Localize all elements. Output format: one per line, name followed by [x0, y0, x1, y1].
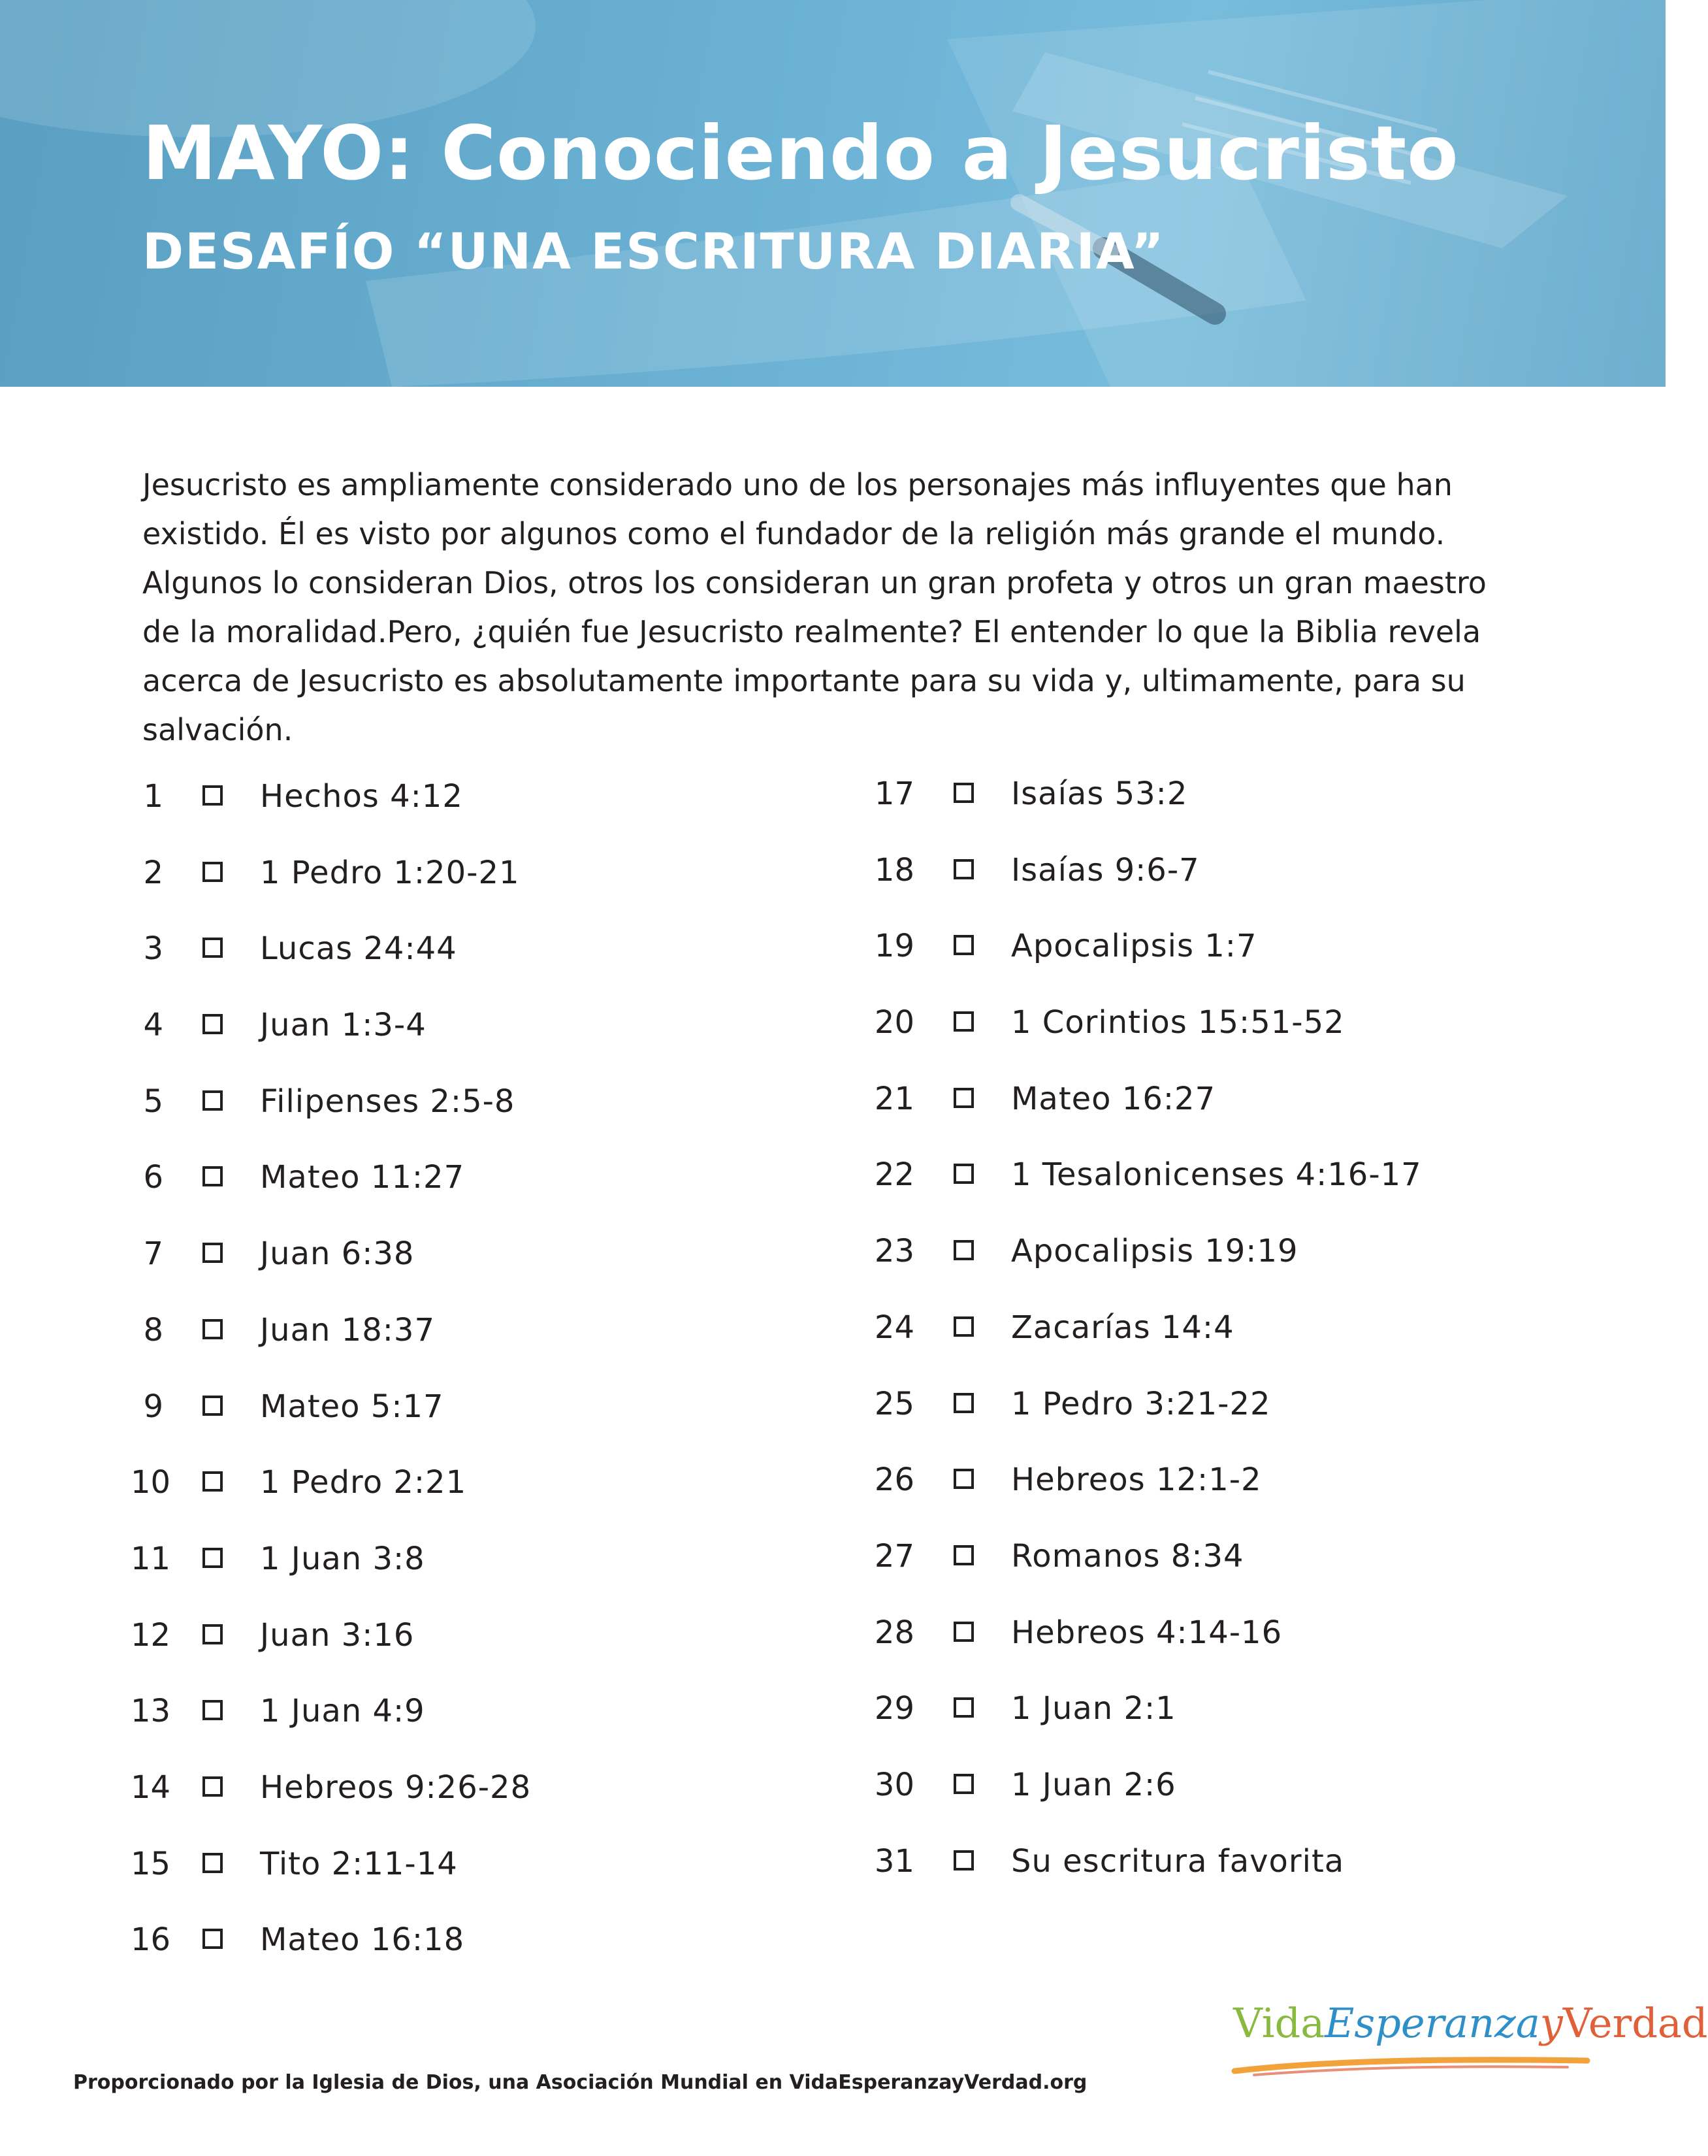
- reading-row: [862, 1381, 1581, 1458]
- day-number: 21: [874, 1080, 914, 1117]
- reading-row: [131, 1460, 849, 1536]
- scripture-reference: Hechos 4:12: [260, 778, 463, 815]
- logo-swoosh-icon: [1228, 2051, 1594, 2078]
- day-number: 12: [131, 1616, 171, 1654]
- day-number: 14: [131, 1769, 171, 1806]
- checkbox[interactable]: [202, 1776, 223, 1797]
- scripture-reference: Mateo 11:27: [260, 1159, 465, 1196]
- reading-row: [131, 1841, 849, 1918]
- reading-row: [131, 1688, 849, 1765]
- day-number: 9: [143, 1388, 163, 1425]
- day-number: 2: [143, 854, 163, 891]
- checkbox[interactable]: [202, 1396, 223, 1416]
- checkbox[interactable]: [954, 1393, 974, 1413]
- scripture-reference: Tito 2:11-14: [260, 1845, 458, 1882]
- scripture-reference: Mateo 5:17: [260, 1388, 444, 1425]
- reading-row: [131, 1917, 849, 1993]
- checkbox[interactable]: [954, 1469, 974, 1489]
- reading-row: [862, 1686, 1581, 1762]
- checkbox[interactable]: [954, 1774, 974, 1794]
- scripture-reference: Isaías 53:2: [1011, 776, 1188, 812]
- scripture-reference: Hebreos 9:26-28: [260, 1769, 532, 1806]
- reading-row: [131, 1307, 849, 1384]
- checkbox[interactable]: [202, 1166, 223, 1186]
- scripture-reference: Juan 1:3-4: [260, 1007, 427, 1044]
- reading-row: [862, 1762, 1581, 1838]
- day-number: 31: [874, 1842, 914, 1880]
- day-number: 4: [143, 1007, 163, 1044]
- checkbox[interactable]: [954, 1164, 974, 1184]
- day-number: 7: [143, 1235, 163, 1273]
- logo-word-y: y: [1539, 1999, 1563, 2047]
- logo-word-verdad: Verdad: [1562, 1999, 1708, 2047]
- day-number: 22: [874, 1156, 914, 1194]
- day-number: 26: [874, 1462, 914, 1499]
- checkbox[interactable]: [202, 1548, 223, 1568]
- reading-row: [862, 1533, 1581, 1610]
- day-number: 23: [874, 1233, 914, 1270]
- reading-row: [131, 1612, 849, 1689]
- checkbox[interactable]: [202, 1014, 223, 1034]
- reading-row: [131, 1384, 849, 1460]
- scripture-reference: Apocalipsis 19:19: [1011, 1233, 1298, 1270]
- checkbox[interactable]: [202, 1090, 223, 1111]
- scripture-reference: Mateo 16:27: [1011, 1080, 1216, 1117]
- scripture-reference: Juan 18:37: [260, 1311, 435, 1348]
- reading-row: [862, 1838, 1581, 1915]
- day-number: 10: [131, 1464, 171, 1501]
- logo-word-esperanza: Esperanza: [1325, 1999, 1540, 2047]
- checkbox[interactable]: [202, 1853, 223, 1873]
- reading-row: [862, 1610, 1581, 1686]
- scripture-reference: 1 Juan 2:1: [1011, 1690, 1176, 1727]
- reading-row: [862, 1228, 1581, 1305]
- scripture-reference: Juan 3:16: [260, 1616, 415, 1654]
- logo-word-vida: Vida: [1233, 1999, 1325, 2047]
- day-number: 28: [874, 1614, 914, 1651]
- day-number: 30: [874, 1766, 914, 1803]
- reading-row: [131, 1002, 849, 1079]
- checkbox[interactable]: [954, 783, 974, 803]
- checkbox[interactable]: [954, 1011, 974, 1032]
- scripture-reference: 1 Juan 4:9: [260, 1693, 425, 1730]
- scripture-reference: Filipenses 2:5-8: [260, 1083, 515, 1120]
- day-number: 29: [874, 1690, 914, 1727]
- checkbox[interactable]: [954, 1545, 974, 1565]
- checkbox[interactable]: [202, 1700, 223, 1720]
- checkbox[interactable]: [202, 1243, 223, 1263]
- checkbox[interactable]: [202, 1624, 223, 1644]
- scripture-reference: Lucas 24:44: [260, 930, 457, 968]
- scripture-reference: Romanos 8:34: [1011, 1537, 1244, 1575]
- footer-credit: Proporcionado por la Iglesia de Dios, una Asociación Mundial en VidaEsperanzayVerdad.org: [73, 2071, 1088, 2094]
- day-number: 19: [874, 928, 914, 965]
- scripture-reference: Zacarías 14:4: [1011, 1309, 1234, 1346]
- scripture-reference: Mateo 16:18: [260, 1921, 465, 1959]
- scripture-reference: 1 Corintios 15:51-52: [1011, 1004, 1345, 1041]
- intro-paragraph: Jesucristo es ampliamente considerado uno de los personajes más influyentes que han existido. Él es visto por algunos como el fundador de la religión más grande el mundo. Algunos lo consideran Dios, otros los consideran un gran profeta y otros un gran maestro de la moralidad.Pero, ¿quién fue Jesucristo realmente? El entender lo que la Biblia revela acerca de Jesucristo es absolutamente importante para su vida y, ultimamente, para su salvación.: [142, 467, 1487, 747]
- day-number: 20: [874, 1004, 914, 1041]
- readings-list-right: [862, 771, 1581, 1914]
- checkbox[interactable]: [954, 1622, 974, 1642]
- scripture-reference: 1 Juan 3:8: [260, 1540, 425, 1577]
- readings-list-left: [131, 774, 849, 1993]
- day-number: 5: [143, 1083, 163, 1120]
- reading-row: [131, 1765, 849, 1841]
- scripture-reference: Apocalipsis 1:7: [1011, 928, 1257, 965]
- reading-row: [862, 1305, 1581, 1381]
- day-number: 6: [143, 1159, 163, 1196]
- scripture-reference: 1 Pedro 2:21: [260, 1464, 467, 1501]
- checkbox[interactable]: [202, 1929, 223, 1949]
- reading-row: [131, 926, 849, 1002]
- day-number: 17: [874, 776, 914, 812]
- reading-row: [862, 1076, 1581, 1152]
- day-number: 15: [131, 1845, 171, 1882]
- reading-row: [131, 1231, 849, 1307]
- day-number: 27: [874, 1537, 914, 1575]
- day-number: 24: [874, 1309, 914, 1346]
- reading-row: [131, 1536, 849, 1612]
- page-title: MAYO: Conociendo a Jesucristo: [142, 110, 1459, 197]
- checkbox[interactable]: [202, 938, 223, 958]
- day-number: 13: [131, 1693, 171, 1730]
- reading-row: [131, 774, 849, 850]
- scripture-reference: 1 Pedro 1:20-21: [260, 854, 520, 891]
- checkbox[interactable]: [202, 785, 223, 806]
- checkbox[interactable]: [954, 859, 974, 879]
- day-number: 16: [131, 1921, 171, 1959]
- scripture-reference: Su escritura favorita: [1011, 1842, 1345, 1880]
- reading-row: [131, 1154, 849, 1231]
- reading-row: [862, 1457, 1581, 1533]
- scripture-reference: 1 Pedro 3:21-22: [1011, 1385, 1271, 1422]
- checkbox[interactable]: [954, 1697, 974, 1718]
- checkbox[interactable]: [954, 1316, 974, 1337]
- checkbox[interactable]: [202, 862, 223, 882]
- day-number: 3: [143, 930, 163, 968]
- day-number: 1: [143, 778, 163, 815]
- reading-row: [862, 1152, 1581, 1228]
- scripture-reference: 1 Tesalonicenses 4:16-17: [1011, 1156, 1422, 1194]
- scripture-reference: Hebreos 12:1-2: [1011, 1462, 1262, 1499]
- reading-row: [131, 1079, 849, 1155]
- page-subtitle: DESAFÍO “UNA ESCRITURA DIARIA”: [142, 222, 1165, 280]
- checkbox[interactable]: [954, 935, 974, 955]
- vida-esperanza-verdad-logo: [1228, 1999, 1708, 2084]
- checkbox[interactable]: [954, 1240, 974, 1260]
- scripture-reference: Isaías 9:6-7: [1011, 851, 1200, 889]
- day-number: 18: [874, 851, 914, 889]
- day-number: 11: [131, 1540, 171, 1577]
- checkbox[interactable]: [954, 1088, 974, 1108]
- scripture-reference: Hebreos 4:14-16: [1011, 1614, 1283, 1651]
- scripture-reference: 1 Juan 2:6: [1011, 1766, 1176, 1803]
- checkbox[interactable]: [954, 1850, 974, 1870]
- day-number: 8: [143, 1311, 163, 1348]
- header-banner: [0, 0, 1666, 387]
- reading-row: [862, 771, 1581, 847]
- reading-row: [862, 923, 1581, 1000]
- reading-row: [131, 850, 849, 926]
- scripture-reference: Juan 6:38: [260, 1235, 415, 1273]
- checkbox[interactable]: [202, 1319, 223, 1339]
- day-number: 25: [874, 1385, 914, 1422]
- reading-row: [862, 847, 1581, 924]
- checkbox[interactable]: [202, 1471, 223, 1492]
- reading-row: [862, 1000, 1581, 1076]
